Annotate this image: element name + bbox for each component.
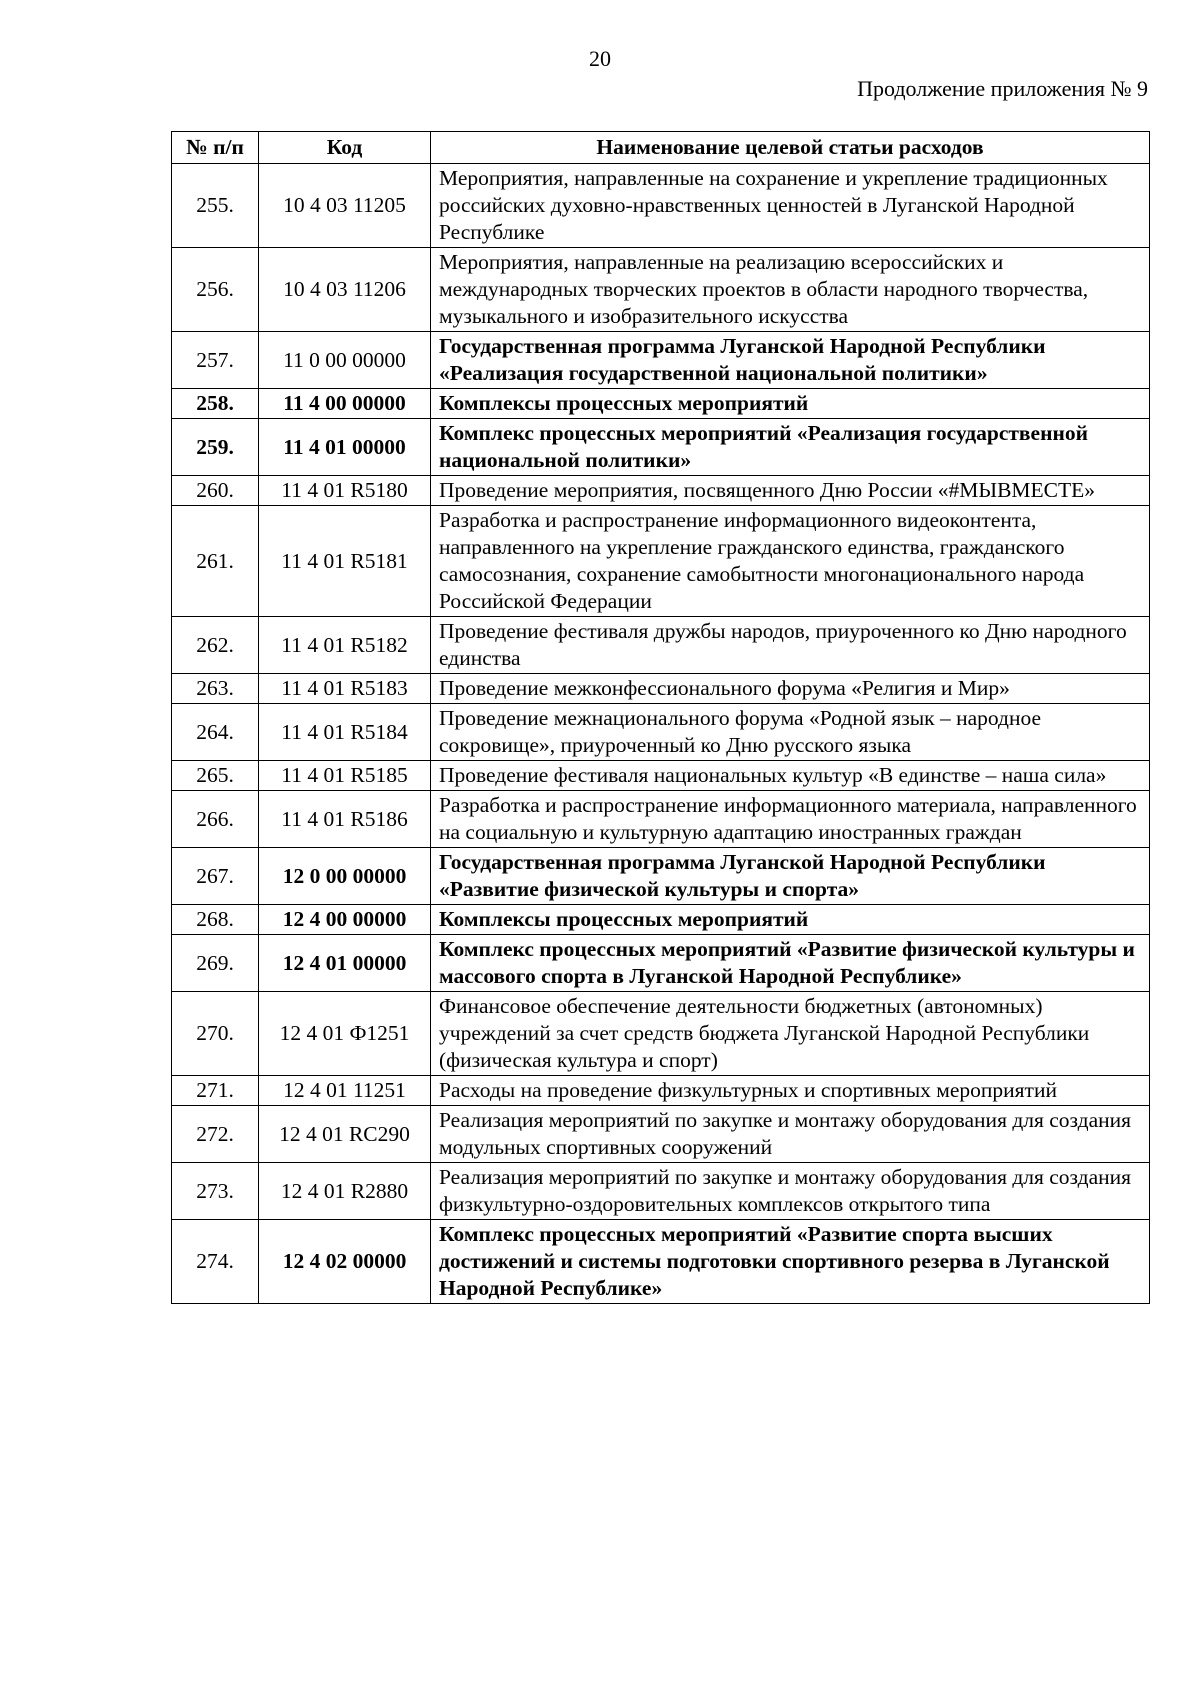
- row-number-cell: 256.: [172, 248, 259, 332]
- row-number-cell: 259.: [172, 419, 259, 476]
- table-row: [172, 704, 1150, 761]
- table-row: [172, 506, 1150, 617]
- table-row: [172, 1076, 1150, 1106]
- row-name-cell: Реализация мероприятий по закупке и монтажу оборудования для создания физкультурно-оздоровительных комплексов открытого типа: [431, 1163, 1150, 1220]
- row-code-cell: 11 4 00 00000: [259, 389, 431, 419]
- row-number-cell: 261.: [172, 506, 259, 617]
- table-row: [172, 332, 1150, 389]
- table-row: [172, 389, 1150, 419]
- table-row: [172, 848, 1150, 905]
- row-code-cell: 12 4 01 R2880: [259, 1163, 431, 1220]
- row-code-cell: 11 0 00 00000: [259, 332, 431, 389]
- row-code-cell: 11 4 01 R5180: [259, 476, 431, 506]
- row-name-cell: Комплексы процессных мероприятий: [431, 389, 1150, 419]
- table-row: [172, 791, 1150, 848]
- row-code-cell: 12 0 00 00000: [259, 848, 431, 905]
- row-name-cell: Государственная программа Луганской Народной Республики «Реализация государственной национальной политики»: [431, 332, 1150, 389]
- column-header-name: Наименование целевой статьи расходов: [431, 132, 1150, 164]
- table-header-row: [172, 132, 1150, 164]
- table-row: [172, 674, 1150, 704]
- row-number-cell: 266.: [172, 791, 259, 848]
- row-number-cell: 271.: [172, 1076, 259, 1106]
- appendix-continuation-label: Продолжение приложения № 9: [857, 76, 1148, 101]
- table-row: [172, 1220, 1150, 1304]
- row-number-cell: 265.: [172, 761, 259, 791]
- row-number-cell: 263.: [172, 674, 259, 704]
- table-row: [172, 476, 1150, 506]
- row-number-cell: 257.: [172, 332, 259, 389]
- table-row: [172, 992, 1150, 1076]
- row-number-cell: 269.: [172, 935, 259, 992]
- column-header-code: Код: [259, 132, 431, 164]
- row-name-cell: Финансовое обеспечение деятельности бюджетных (автономных) учреждений за счет средств бюджета Луганской Народной Республики (физическая культура и спорт): [431, 992, 1150, 1076]
- row-number-cell: 272.: [172, 1106, 259, 1163]
- row-number-cell: 255.: [172, 164, 259, 248]
- row-name-cell: Расходы на проведение физкультурных и спортивных мероприятий: [431, 1076, 1150, 1106]
- row-code-cell: 11 4 01 R5182: [259, 617, 431, 674]
- row-number-cell: 268.: [172, 905, 259, 935]
- row-code-cell: 11 4 01 R5185: [259, 761, 431, 791]
- row-name-cell: Проведение межконфессионального форума «Религия и Мир»: [431, 674, 1150, 704]
- row-number-cell: 274.: [172, 1220, 259, 1304]
- table-row: [172, 248, 1150, 332]
- row-number-cell: 260.: [172, 476, 259, 506]
- row-name-cell: Комплексы процессных мероприятий: [431, 905, 1150, 935]
- table-row: [172, 1106, 1150, 1163]
- row-name-cell: Государственная программа Луганской Народной Республики «Развитие физической культуры и спорта»: [431, 848, 1150, 905]
- row-code-cell: 12 4 00 00000: [259, 905, 431, 935]
- row-name-cell: Мероприятия, направленные на реализацию всероссийских и международных творческих проектов в области народного творчества, музыкального и изобразительного искусства: [431, 248, 1150, 332]
- row-name-cell: Разработка и распространение информационного видеоконтента, направленного на укрепление гражданского единства, гражданского самосознания, сохранение самобытности многонационального народа Российской Федерации: [431, 506, 1150, 617]
- row-name-cell: Разработка и распространение информационного материала, направленного на социальную и культурную адаптацию иностранных граждан: [431, 791, 1150, 848]
- budget-items-table: [171, 131, 1150, 1304]
- column-header-number: № п/п: [172, 132, 259, 164]
- table-row: [172, 905, 1150, 935]
- row-code-cell: 12 4 01 00000: [259, 935, 431, 992]
- row-code-cell: 11 4 01 00000: [259, 419, 431, 476]
- row-number-cell: 267.: [172, 848, 259, 905]
- row-code-cell: 12 4 01 RС290: [259, 1106, 431, 1163]
- row-name-cell: Проведение фестиваля дружбы народов, приуроченного ко Дню народного единства: [431, 617, 1150, 674]
- row-code-cell: 12 4 02 00000: [259, 1220, 431, 1304]
- table-body: [172, 164, 1150, 1304]
- table-row: [172, 761, 1150, 791]
- row-code-cell: 11 4 01 R5184: [259, 704, 431, 761]
- row-number-cell: 258.: [172, 389, 259, 419]
- row-code-cell: 11 4 01 R5181: [259, 506, 431, 617]
- row-number-cell: 270.: [172, 992, 259, 1076]
- row-name-cell: Проведение мероприятия, посвященного Дню России «#МЫВМЕСТЕ»: [431, 476, 1150, 506]
- row-name-cell: Комплекс процессных мероприятий «Развитие спорта высших достижений и системы подготовки спортивного резерва в Луганской Народной Республике»: [431, 1220, 1150, 1304]
- row-code-cell: 12 4 01 Ф1251: [259, 992, 431, 1076]
- row-name-cell: Комплекс процессных мероприятий «Развитие физической культуры и массового спорта в Луганской Народной Республике»: [431, 935, 1150, 992]
- row-number-cell: 264.: [172, 704, 259, 761]
- table-row: [172, 1163, 1150, 1220]
- row-code-cell: 11 4 01 R5186: [259, 791, 431, 848]
- row-number-cell: 273.: [172, 1163, 259, 1220]
- row-name-cell: Проведение межнационального форума «Родной язык – народное сокровище», приуроченный ко Дню русского языка: [431, 704, 1150, 761]
- row-name-cell: Комплекс процессных мероприятий «Реализация государственной национальной политики»: [431, 419, 1150, 476]
- row-name-cell: Мероприятия, направленные на сохранение и укрепление традиционных российских духовно-нравственных ценностей в Луганской Народной Республике: [431, 164, 1150, 248]
- table-row: [172, 935, 1150, 992]
- table-row: [172, 419, 1150, 476]
- row-name-cell: Проведение фестиваля национальных культур «В единстве – наша сила»: [431, 761, 1150, 791]
- row-code-cell: 10 4 03 11206: [259, 248, 431, 332]
- row-code-cell: 10 4 03 11205: [259, 164, 431, 248]
- page-number: 20: [589, 46, 611, 71]
- row-name-cell: Реализация мероприятий по закупке и монтажу оборудования для создания модульных спортивных сооружений: [431, 1106, 1150, 1163]
- table-row: [172, 617, 1150, 674]
- row-code-cell: 12 4 01 11251: [259, 1076, 431, 1106]
- row-code-cell: 11 4 01 R5183: [259, 674, 431, 704]
- table-row: [172, 164, 1150, 248]
- row-number-cell: 262.: [172, 617, 259, 674]
